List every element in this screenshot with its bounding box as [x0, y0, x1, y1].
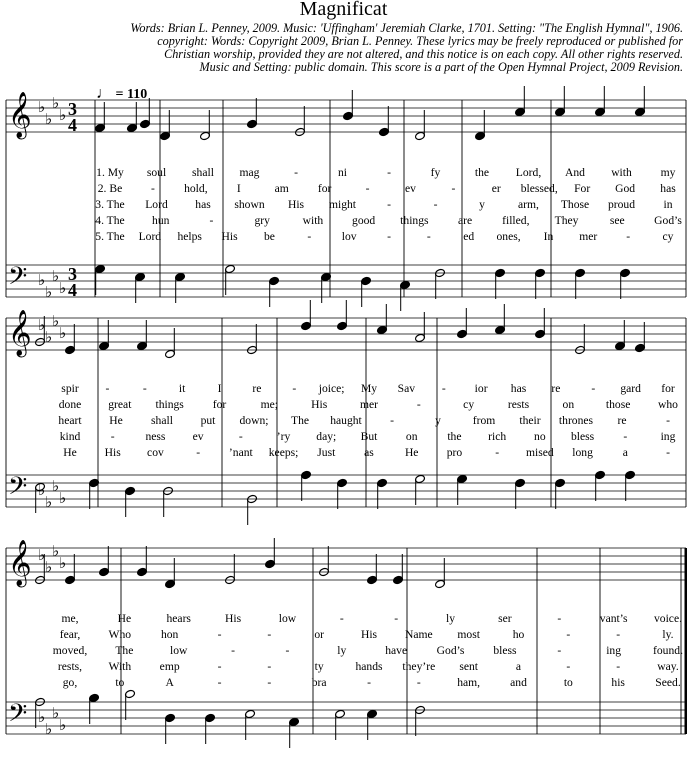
lyric-syllable: ed — [463, 230, 475, 243]
lyric-syllable: ing — [606, 644, 622, 657]
lyric-syllable: me; — [260, 398, 279, 411]
lyric-syllable: hold, — [184, 182, 208, 195]
lyric-syllable: - — [623, 430, 628, 443]
lyric-syllable: for — [661, 382, 675, 395]
lyric-syllable: hon — [160, 628, 179, 641]
lyric-syllable: no — [534, 430, 546, 443]
lyric-syllable: The — [290, 414, 310, 427]
lyric-syllable: bless — [493, 644, 517, 657]
lyric-syllable: has — [510, 382, 527, 395]
lyric-syllable: done — [58, 398, 82, 411]
lyric-syllable: emp — [159, 660, 180, 673]
lyric-syllable: blessed, — [520, 182, 558, 195]
lyric-syllable: - — [196, 446, 201, 459]
lyric-syllable: - — [416, 398, 421, 411]
lyric-syllable: spir — [61, 382, 79, 395]
lyric-syllable: fy — [430, 166, 441, 179]
lyric-syllable: - — [557, 644, 562, 657]
flat-icon: ♭ — [59, 489, 67, 507]
lyric-syllable: those — [605, 398, 631, 411]
lyric-syllable: - — [142, 382, 147, 395]
lyric-syllable: things — [400, 214, 429, 227]
lyric-syllable: - — [387, 198, 391, 211]
lyric-syllable: ev — [192, 430, 204, 443]
lyric-syllable: mer — [579, 230, 598, 243]
lyric-syllable: ness — [145, 430, 166, 443]
lyric-syllable: - — [367, 676, 371, 689]
lyric-syllable: Lord — [138, 230, 162, 243]
lyric-syllable: found. — [653, 644, 683, 657]
lyric-syllable: - — [591, 382, 596, 395]
lyric-syllable: hands — [355, 660, 383, 673]
lyric-syllable: most — [457, 628, 480, 641]
lyric-syllable: He — [109, 414, 123, 427]
flat-icon: ♭ — [38, 481, 46, 499]
lyric-syllable: on — [405, 430, 418, 443]
lyric-syllable: Seed. — [655, 676, 681, 689]
lyric-syllable: ing — [660, 430, 676, 443]
lyric-syllable: gry — [254, 214, 270, 227]
lyric-syllable: day; — [316, 430, 337, 443]
lyric-syllable: are — [458, 214, 473, 227]
lyric-syllable: haught — [330, 414, 362, 427]
time-signature-digit: 4 — [68, 115, 77, 135]
lyric-syllable: re — [551, 382, 561, 395]
lyric-syllable: filled, — [502, 214, 530, 227]
lyric-syllable: - — [433, 198, 438, 211]
lyric-syllable: rich — [488, 430, 507, 443]
lyric-syllable: I — [236, 182, 241, 195]
lyric-syllable: Who — [108, 628, 132, 641]
lyric-syllable: ev — [404, 182, 416, 195]
lyric-syllable: - — [267, 628, 272, 641]
lyric-syllable: be — [263, 230, 275, 243]
flat-icon: ♭ — [45, 110, 53, 128]
lyric-syllable: - — [426, 230, 431, 243]
lyric-syllable: they’re — [402, 660, 436, 673]
lyric-syllable: might — [328, 198, 357, 211]
lyric-syllable: way. — [657, 660, 679, 673]
lyric-syllable: who — [658, 398, 678, 411]
lyric-syllable: With — [108, 660, 132, 673]
lyric-syllable: - — [110, 430, 115, 443]
lyric-syllable: my — [660, 166, 676, 179]
lyric-syllable: good — [352, 214, 376, 227]
lyric-syllable: low — [278, 612, 297, 625]
lyric-syllable: God’s — [654, 214, 682, 227]
lyric-syllable: 4. The — [95, 214, 125, 227]
lyric-syllable: a — [622, 446, 628, 459]
lyric-syllable: - — [285, 644, 290, 657]
lyric-syllable: - — [387, 166, 391, 179]
treble-clef-icon: 𝄞 — [8, 92, 32, 138]
lyric-syllable: y — [479, 198, 485, 211]
lyric-syllable: - — [217, 628, 222, 641]
lyric-syllable: gard — [620, 382, 641, 395]
lyric-syllable: The — [115, 644, 134, 657]
flat-icon: ♭ — [38, 98, 46, 116]
lyric-syllable: - — [217, 676, 222, 689]
lyric-syllable: - — [267, 676, 272, 689]
lyric-syllable: 5. The — [95, 230, 125, 243]
lyric-syllable: ser — [498, 612, 512, 625]
lyric-syllable: - — [495, 446, 500, 459]
lyric-syllable: - — [267, 660, 272, 673]
lyric-syllable: - — [451, 182, 456, 195]
lyric-syllable: voice. — [653, 612, 683, 625]
lyric-syllable: have — [385, 644, 408, 657]
flat-icon: ♭ — [38, 271, 46, 289]
lyric-syllable: the — [474, 166, 490, 179]
lyric-syllable: For — [574, 182, 591, 195]
lyric-syllable: - — [105, 382, 110, 395]
credit-line: Christian worship, provided they are not altered, and this notice is on each copy. All other rights reserved. — [164, 47, 683, 61]
lyric-syllable: ly — [446, 612, 456, 625]
lyric-syllable: 2. Be — [97, 182, 123, 195]
time-signature-digit: 3 — [68, 264, 77, 284]
lyric-syllable: But — [360, 430, 378, 443]
flat-icon: ♭ — [52, 542, 60, 560]
lyric-syllable: My — [360, 382, 378, 395]
lyric-syllable: - — [231, 644, 236, 657]
lyric-syllable: - — [616, 660, 621, 673]
lyric-syllable: thrones — [558, 414, 594, 427]
lyric-syllable: their — [519, 414, 541, 427]
lyric-syllable: ly — [337, 644, 347, 657]
quarter-note-icon: ♩ — [96, 85, 112, 102]
flat-icon: ♭ — [59, 279, 67, 297]
lyric-syllable: In — [543, 230, 554, 243]
lyric-syllable: - — [616, 628, 621, 641]
flat-icon: ♭ — [59, 716, 67, 734]
lyric-syllable: His — [287, 198, 305, 211]
lyric-syllable: re — [252, 382, 262, 395]
lyric-syllable: long — [572, 446, 593, 459]
treble-clef-icon: 𝄞 — [8, 310, 32, 356]
flat-icon: ♭ — [38, 316, 46, 334]
lyric-syllable: a — [515, 660, 522, 673]
lyric-syllable: shown — [234, 198, 265, 211]
lyric-syllable: put — [200, 414, 216, 427]
lyric-syllable: They — [554, 214, 579, 227]
lyric-syllable: ’nant — [228, 446, 253, 459]
flat-icon: ♭ — [59, 324, 67, 342]
lyric-syllable: - — [292, 382, 297, 395]
lyric-syllable: it — [178, 382, 186, 395]
lyric-syllable: helps — [177, 230, 202, 243]
lyric-syllable: ni — [337, 166, 348, 179]
lyric-syllable: from — [472, 414, 496, 427]
lyric-syllable: His — [104, 446, 121, 459]
lyric-syllable: moved, — [52, 644, 88, 657]
lyric-syllable: Sav — [397, 382, 416, 395]
lyric-syllable: rests — [507, 398, 530, 411]
lyric-syllable: ly. — [662, 628, 674, 641]
lyric-syllable: to — [563, 676, 573, 689]
lyric-syllable: re — [617, 414, 627, 427]
lyric-syllable: And — [565, 166, 585, 179]
flat-icon: ♭ — [52, 94, 60, 112]
lyric-syllable: - — [557, 612, 562, 625]
lyric-syllable: hun — [152, 214, 170, 227]
lyric-syllable: vant’s — [599, 612, 628, 625]
flat-icon: ♭ — [38, 708, 46, 726]
lyric-syllable: 1. My — [96, 166, 124, 179]
lyric-syllable: with — [611, 166, 632, 179]
flat-icon: ♭ — [52, 704, 60, 722]
lyric-syllable: shall — [151, 414, 173, 427]
lyric-syllable: - — [666, 414, 670, 427]
lyric-syllable: He — [63, 446, 77, 459]
lyric-syllable: bless — [570, 430, 595, 443]
lyric-syllable: and — [510, 676, 527, 689]
lyric-syllable: lov — [341, 230, 357, 243]
treble-clef-icon: 𝄞 — [8, 540, 32, 586]
flat-icon: ♭ — [59, 106, 67, 124]
credit-line: copyright: Words: Copyright 2009, Brian L. Penney. These lyrics may be freely reproduced or published for — [157, 34, 683, 48]
lyric-syllable: Those — [560, 198, 590, 211]
lyric-syllable: me, — [61, 612, 79, 625]
lyric-syllable: - — [150, 182, 155, 195]
time-signature-digit: 3 — [68, 99, 77, 119]
lyric-syllable: see — [609, 214, 625, 227]
lyric-syllable: er — [491, 182, 501, 195]
flat-icon: ♭ — [59, 554, 67, 572]
lyric-syllable: hears — [166, 612, 191, 625]
lyric-syllable: He — [404, 446, 419, 459]
lyric-syllable: His — [221, 230, 238, 243]
lyric-syllable: as — [364, 446, 374, 459]
lyric-syllable: mer — [359, 398, 379, 411]
lyric-syllable: - — [238, 430, 243, 443]
lyric-syllable: y — [435, 414, 441, 427]
lyric-syllable: God’s — [436, 644, 465, 657]
lyric-syllable: kind — [59, 430, 81, 443]
lyric-syllable: His — [311, 398, 328, 411]
bass-clef-icon: 𝄢 — [8, 262, 28, 297]
lyric-syllable: pro — [446, 446, 463, 459]
time-signature-digit: 4 — [68, 280, 77, 300]
lyric-syllable: go, — [62, 676, 78, 689]
lyric-syllable: ior — [474, 382, 488, 395]
lyric-syllable: 3. The — [95, 198, 125, 211]
lyric-syllable: ones, — [496, 230, 521, 243]
flat-icon: ♭ — [52, 312, 60, 330]
lyric-syllable: I — [217, 382, 222, 395]
lyric-syllable: Name — [404, 628, 433, 641]
lyric-syllable: for — [317, 182, 332, 195]
lyric-syllable: rests, — [57, 660, 83, 673]
lyric-syllable: cy — [662, 230, 674, 243]
lyric-syllable: - — [566, 660, 571, 673]
bass-clef-icon: 𝄢 — [8, 699, 28, 734]
flat-icon: ♭ — [45, 720, 53, 738]
lyric-syllable: cy — [463, 398, 475, 411]
lyric-syllable: - — [394, 612, 399, 625]
flat-icon: ♭ — [38, 546, 46, 564]
lyric-syllable: A — [165, 676, 174, 689]
flat-icon: ♭ — [45, 328, 53, 346]
lyric-syllable: - — [566, 628, 571, 641]
lyric-syllable: joice; — [318, 382, 345, 395]
lyric-syllable: soul — [146, 166, 167, 179]
lyric-syllable: arm, — [518, 198, 539, 211]
lyric-syllable: He — [117, 612, 132, 625]
lyric-syllable: ho — [512, 628, 525, 641]
lyric-syllable: proud — [607, 198, 636, 211]
lyric-syllable: ham, — [457, 676, 481, 689]
lyric-syllable: - — [666, 446, 670, 459]
lyric-syllable: down; — [239, 414, 269, 427]
flat-icon: ♭ — [45, 493, 53, 511]
lyric-syllable: to — [115, 676, 125, 689]
lyric-syllable: cov — [147, 446, 164, 459]
lyric-syllable: keeps; — [268, 446, 299, 459]
lyric-syllable: great — [108, 398, 132, 411]
lyric-syllable: or — [314, 628, 324, 641]
lyric-syllable: - — [416, 676, 421, 689]
lyric-syllable: for — [212, 398, 227, 411]
lyric-syllable: - — [387, 230, 391, 243]
credit-line: Music and Setting: public domain. This score is a part of the Open Hymnal Project, 2009 Revision. — [199, 60, 683, 74]
hymn-title: Magnificat — [299, 0, 388, 20]
lyric-syllable: Lord — [145, 198, 168, 211]
lyric-syllable: - — [365, 182, 370, 195]
lyric-syllable: Lord, — [515, 166, 542, 179]
lyric-syllable: - — [390, 414, 394, 427]
flat-icon: ♭ — [45, 558, 53, 576]
lyric-syllable: his — [611, 676, 625, 689]
flat-icon: ♭ — [52, 477, 60, 495]
lyric-syllable: - — [294, 166, 298, 179]
lyric-syllable: fear, — [59, 628, 81, 641]
lyric-syllable: God — [615, 182, 636, 195]
lyric-syllable: - — [339, 612, 344, 625]
lyric-syllable: bra — [311, 676, 327, 689]
lyric-syllable: ’ry — [276, 430, 291, 443]
lyric-syllable: - — [626, 230, 631, 243]
lyric-syllable: His — [225, 612, 242, 625]
lyric-syllable: heart — [58, 414, 82, 427]
lyric-syllable: am — [274, 182, 289, 195]
lyric-syllable: has — [660, 182, 676, 195]
lyric-syllable: - — [209, 214, 214, 227]
lyric-syllable: low — [170, 644, 188, 657]
lyric-syllable: has — [195, 198, 211, 211]
lyric-syllable: ty — [314, 660, 324, 673]
lyric-syllable: in — [663, 198, 673, 211]
flat-icon: ♭ — [45, 283, 53, 301]
lyric-syllable: mag — [239, 166, 260, 179]
bass-clef-icon: 𝄢 — [8, 472, 28, 507]
lyric-syllable: sent — [459, 660, 478, 673]
lyric-syllable: shall — [192, 166, 214, 179]
lyric-syllable: mised — [525, 446, 554, 459]
lyric-syllable: - — [307, 230, 312, 243]
lyric-syllable: His — [360, 628, 378, 641]
tempo-value: = 110 — [115, 87, 148, 102]
lyric-syllable: Just — [317, 446, 336, 459]
lyric-syllable: things — [155, 398, 184, 411]
lyric-syllable: the — [447, 430, 462, 443]
flat-icon: ♭ — [52, 267, 60, 285]
credit-line: Words: Brian L. Penney, 2009. Music: 'Uffingham' Jeremiah Clarke, 1701. Setting: "The English Hymnal", 1906. — [130, 21, 683, 35]
lyric-syllable: - — [441, 382, 446, 395]
lyric-syllable: - — [217, 660, 222, 673]
lyric-syllable: with — [302, 214, 324, 227]
lyric-syllable: on — [562, 398, 575, 411]
